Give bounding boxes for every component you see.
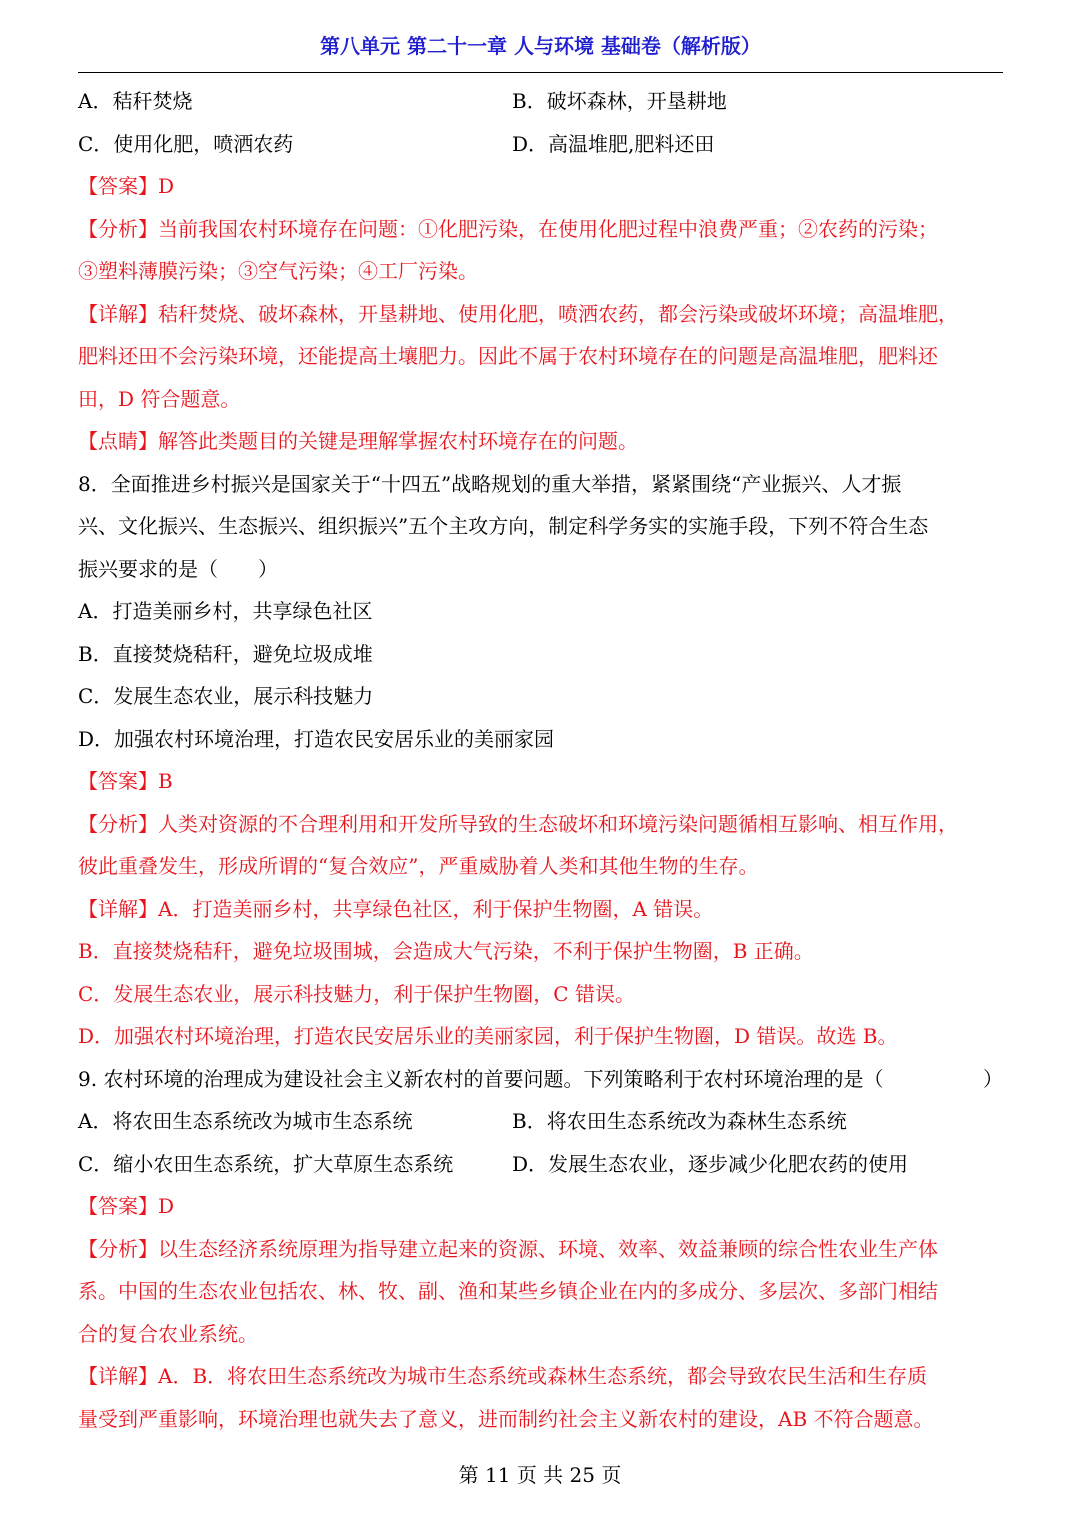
q8-answer: 【答案】B <box>78 769 173 793</box>
document-body <box>78 80 1003 1440</box>
q8-option-b: B．直接焚烧秸秆，避免垃圾成堆 <box>78 641 373 666</box>
q8-option-d: D．加强农村环境治理，打造农民安居乐业的美丽家园 <box>78 726 555 751</box>
q9-options-row-1 <box>78 1100 1003 1143</box>
q9-analysis-line: 系。中国的生态农业包括农、林、牧、副、渔和某些乡镇企业在内的多成分、多层次、多部门相结 <box>78 1279 938 1303</box>
q9-answer: 【答案】D <box>78 1194 175 1218</box>
q7-options-row-1 <box>78 80 1003 123</box>
q8-analysis-line: 【分析】人类对资源的不合理利用和开发所导致的生态破坏和环境污染问题循相互影响、相互作用， <box>78 811 958 836</box>
q7-options-row-2 <box>78 123 1003 166</box>
q7-tip-text: 【点睛】解答此类题目的关键是理解掌握农村环境存在的问题。 <box>78 429 638 453</box>
header-divider <box>78 72 1003 73</box>
q9-stem-text: 9. 农村环境的治理成为建设社会主义新农村的首要问题。下列策略利于农村环境治理的是（ <box>78 1066 884 1091</box>
q7-detail-line: 肥料还田不会污染环境，还能提高土壤肥力。因此不属于农村环境存在的问题是高温堆肥，肥料还 <box>78 344 938 368</box>
q8-analysis-line: 彼此重叠发生，形成所谓的“复合效应”，严重威胁着人类和其他生物的生存。 <box>78 854 759 878</box>
q8-option-a: A．打造美丽乡村，共享绿色社区 <box>78 599 373 623</box>
q9-option-a: A．将农田生态系统改为城市生态系统 <box>78 1109 413 1133</box>
page-header-title: 第八单元 第二十一章 人与环境 基础卷（解析版） <box>320 34 761 58</box>
q9-option-c: C．缩小农田生态系统，扩大草原生态系统 <box>78 1151 454 1176</box>
q9-option-d: D．发展生态农业，逐步减少化肥农药的使用 <box>512 1151 909 1176</box>
q8-detail-first: A．打造美丽乡村，共享绿色社区，利于保护生物圈，A 错误。 <box>158 896 714 921</box>
q8-detail-line <box>78 888 1003 931</box>
q9-stem <box>78 1058 1003 1101</box>
q8-stem-line: 兴、文化振兴、生态振兴、组织振兴”五个主攻方向，制定科学务实的实施手段，下列不符合生态 <box>78 514 929 538</box>
q9-stem-end: ） <box>983 1066 1003 1091</box>
q7-option-a: A．秸秆焚烧 <box>78 89 193 113</box>
q9-analysis-line: 【分析】以生态经济系统原理为指导建立起来的资源、环境、效率、效益兼顾的综合性农业生产体 <box>78 1236 938 1261</box>
q7-detail-line: 田，D 符合题意。 <box>78 386 241 411</box>
q7-detail-line: 【详解】秸秆焚烧、破坏森林，开垦耕地、使用化肥，喷洒农药，都会污染或破坏环境；高温堆肥， <box>78 301 958 326</box>
q7-answer: 【答案】D <box>78 174 175 198</box>
q8-detail-line: D．加强农村环境治理，打造农民安居乐业的美丽家园，利于保护生物圈，D 错误。故选 B。 <box>78 1024 898 1048</box>
q9-detail-line: 【详解】A．B．将农田生态系统改为城市生态系统或森林生态系统，都会导致农民生活和生存质 <box>78 1364 928 1388</box>
q9-options-row-2 <box>78 1143 1003 1186</box>
q7-option-c: C．使用化肥，喷洒农药 <box>78 131 294 156</box>
q8-stem-line: 8．全面推进乡村振兴是国家关于“十四五”战略规划的重大举措，紧紧围绕“产业振兴、人才振 <box>78 471 902 496</box>
q9-option-b: B．将农田生态系统改为森林生态系统 <box>512 1109 847 1133</box>
q8-stem-line: 振兴要求的是（ ） <box>78 556 278 581</box>
q8-detail-line: C．发展生态农业，展示科技魅力，利于保护生物圈，C 错误。 <box>78 981 635 1006</box>
q7-option-d: D．高温堆肥,肥料还田 <box>512 131 715 156</box>
page-footer: 第 11 页 共 25 页 <box>458 1463 622 1487</box>
q7-analysis-line: ③塑料薄膜污染；③空气污染；④工厂污染。 <box>78 259 478 283</box>
q9-analysis-line: 合的复合农业系统。 <box>78 1321 258 1346</box>
q9-detail-line: 量受到严重影响，环境治理也就失去了意义，进而制约社会主义新农村的建设，AB 不符合题意。 <box>78 1406 934 1431</box>
q7-analysis-line: 【分析】当前我国农村环境存在问题：①化肥污染，在使用化肥过程中浪费严重；②农药的污染； <box>78 216 938 241</box>
q8-detail-head: 【详解】 <box>78 896 158 921</box>
q7-option-b: B．破坏森林，开垦耕地 <box>512 89 727 113</box>
q8-option-c: C．发展生态农业，展示科技魅力 <box>78 684 374 708</box>
q8-detail-line: B．直接焚烧秸秆，避免垃圾围城，会造成大气污染，不利于保护生物圈，B 正确。 <box>78 939 814 963</box>
q7-tip <box>78 420 1003 463</box>
